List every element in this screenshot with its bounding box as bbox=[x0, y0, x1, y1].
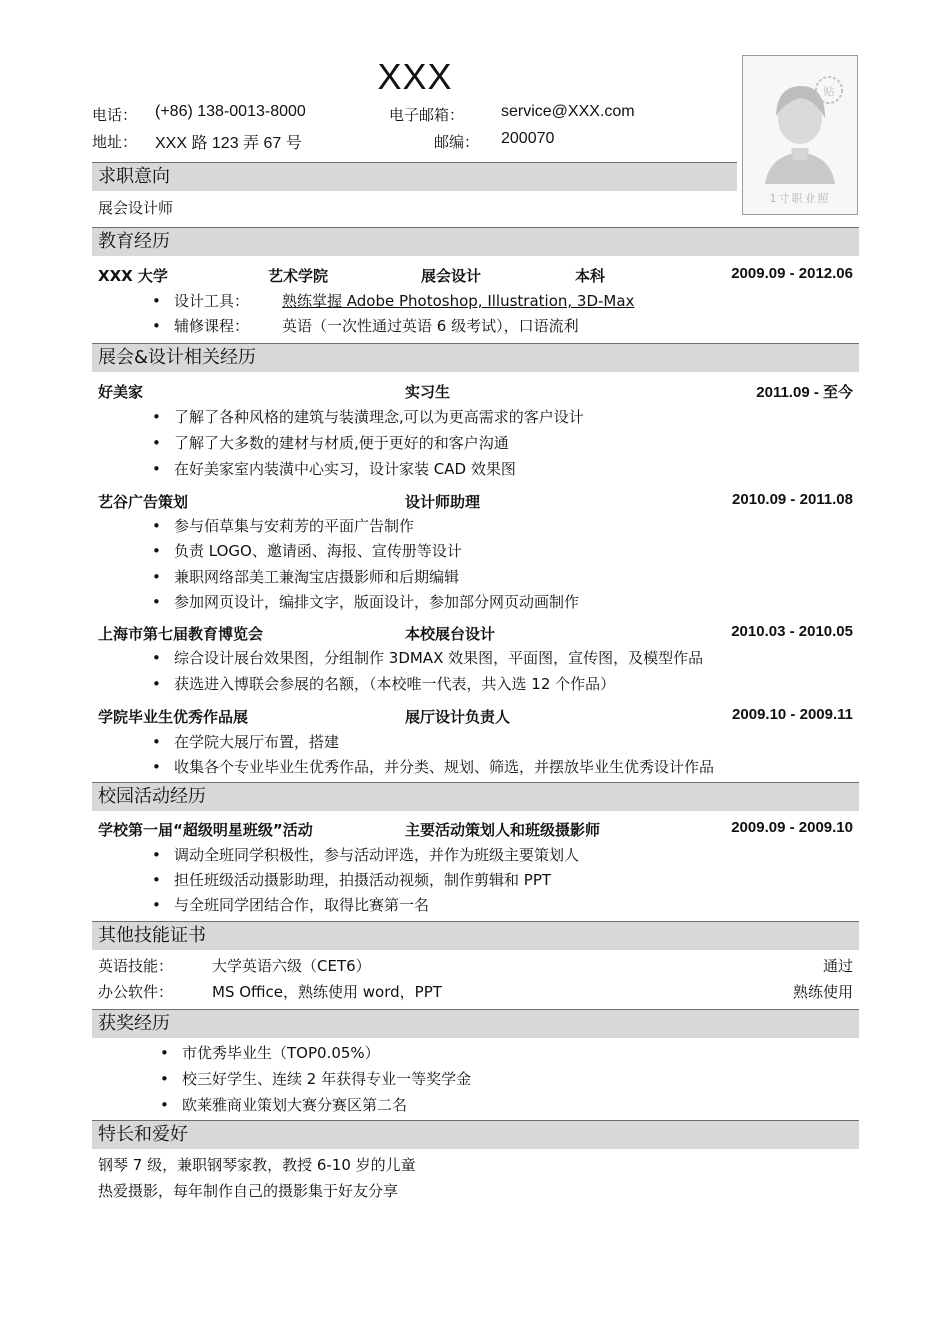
skill-level: 通过 bbox=[822, 957, 853, 975]
address-label: 地址： bbox=[92, 133, 138, 151]
hobby-line: 钢琴 7 级，兼职钢琴家教，教授 6-10 岁的儿童 bbox=[98, 1156, 416, 1174]
section-hobbies-header bbox=[92, 1120, 859, 1149]
job-role: 展厅设计负责人 bbox=[405, 708, 511, 726]
section-title: 其他技能证书 bbox=[98, 925, 206, 946]
bullet-text: 综合设计展台效果图，分组制作 3DMAX 效果图，平面图，宣传图，及模型作品 bbox=[174, 649, 704, 667]
job-dates: 2010.09 - 2011.08 bbox=[732, 491, 853, 508]
job-row bbox=[98, 623, 853, 643]
section-education-header bbox=[92, 227, 859, 256]
college: 艺术学院 bbox=[268, 267, 329, 285]
email-label: 电子邮箱： bbox=[389, 106, 465, 124]
bullet-text: 在好美家室内装潢中心实习，设计家装 CAD 效果图 bbox=[174, 460, 516, 478]
award-bullet: • 校三好学生、连续 2 年获得专业一等奖学金 bbox=[160, 1070, 472, 1088]
campus-bullet: • 担任班级活动摄影助理，拍摄活动视频，制作剪辑和 PPT bbox=[152, 871, 552, 889]
section-title: 获奖经历 bbox=[98, 1013, 170, 1034]
bullet-text: 市优秀毕业生（TOP0.05%） bbox=[182, 1044, 380, 1062]
address-value: XXX 路 123 弄 67 号 bbox=[155, 135, 302, 152]
bullet-text: 收集各个专业毕业生优秀作品，并分类、规划、筛选，并摆放毕业生优秀设计作品 bbox=[174, 758, 715, 776]
job-dates: 2010.03 - 2010.05 bbox=[731, 623, 853, 640]
education-dates: 2009.09 - 2012.06 bbox=[731, 265, 853, 282]
phone-value: (+86) 138-0013-8000 bbox=[155, 103, 306, 120]
section-title: 展会&设计相关经历 bbox=[98, 347, 257, 368]
job-row bbox=[98, 381, 853, 401]
award-bullet: • 市优秀毕业生（TOP0.05%） bbox=[160, 1044, 380, 1062]
section-campus-header bbox=[92, 782, 859, 811]
skill-level: 熟练使用 bbox=[792, 983, 853, 1001]
skill-value: 大学英语六级（CET6） bbox=[212, 957, 371, 975]
section-title: 特长和爱好 bbox=[98, 1124, 188, 1145]
email-value: service@XXX.com bbox=[501, 103, 635, 120]
section-skills-header bbox=[92, 921, 859, 950]
education-bullet: • 设计工具： 熟练掌握 Adobe Photoshop, Illustration, 3D-Max bbox=[152, 292, 635, 310]
job-dates: 2009.10 - 2009.11 bbox=[732, 706, 853, 723]
courses-label: 辅修课程： bbox=[174, 317, 250, 335]
job-bullet: • 了解了各种风格的建筑与装潢理念,可以为更高需求的客户设计 bbox=[152, 408, 584, 426]
phone-label: 电话： bbox=[92, 106, 138, 124]
bullet-text: 调动全班同学积极性，参与活动评选，并作为班级主要策划人 bbox=[174, 846, 580, 864]
school: XXX 大学 bbox=[98, 267, 168, 285]
section-awards-header bbox=[92, 1009, 859, 1038]
bullet-text: 在学院大展厅布置，搭建 bbox=[174, 733, 340, 751]
bullet-text: 校三好学生、连续 2 年获得专业一等奖学金 bbox=[182, 1070, 472, 1088]
skill-value: MS Office，熟练使用 word，PPT bbox=[212, 983, 442, 1001]
skill-label: 办公软件： bbox=[98, 983, 174, 1001]
bullet-text: 与全班同学团结合作，取得比赛第一名 bbox=[174, 896, 430, 914]
job-bullet: • 了解了大多数的建材与材质,便于更好的和客户沟通 bbox=[152, 434, 509, 452]
bullet-text: 了解了各种风格的建筑与装潢理念,可以为更高需求的客户设计 bbox=[174, 408, 584, 426]
svg-text:贴: 贴 bbox=[823, 85, 835, 98]
bullet-text: 兼职网络部美工兼淘宝店摄影师和后期编辑 bbox=[174, 568, 460, 586]
bullet-text: 获选进入博联会参展的名额，（本校唯一代表，共入选 12 个作品） bbox=[174, 675, 616, 693]
job-bullet: • 参与佰草集与安莉芳的平面广告制作 bbox=[152, 517, 415, 535]
candidate-name: XXX bbox=[377, 56, 453, 97]
award-bullet: • 欧莱雅商业策划大赛分赛区第二名 bbox=[160, 1096, 408, 1114]
photo-placeholder bbox=[742, 55, 858, 215]
bullet-text: 参加网页设计，编排文字，版面设计，参加部分网页动画制作 bbox=[174, 593, 580, 611]
section-objective-header bbox=[92, 162, 737, 191]
job-bullet: • 在好美家室内装潢中心实习，设计家装 CAD 效果图 bbox=[152, 460, 516, 478]
education-bullet: • 辅修课程： 英语（一次性通过英语 6 级考试），口语流利 bbox=[152, 317, 579, 335]
campus-role: 主要活动策划人和班级摄影师 bbox=[405, 821, 601, 839]
photo-caption: 1寸职业照 bbox=[769, 192, 831, 205]
bullet-text: 担任班级活动摄影助理，拍摄活动视频，制作剪辑和 PPT bbox=[174, 871, 552, 889]
campus-row bbox=[98, 819, 853, 839]
job-role: 本校展台设计 bbox=[405, 625, 496, 643]
section-title: 求职意向 bbox=[98, 166, 170, 187]
job-role: 实习生 bbox=[405, 383, 451, 401]
job-bullet: • 在学院大展厅布置，搭建 bbox=[152, 733, 340, 751]
bullet-text: 欧莱雅商业策划大赛分赛区第二名 bbox=[182, 1096, 408, 1114]
job-dates: 2011.09 - 至今 bbox=[756, 384, 853, 401]
job-bullet: • 参加网页设计，编排文字，版面设计，参加部分网页动画制作 bbox=[152, 593, 580, 611]
hobby-line: 热爱摄影，每年制作自己的摄影集于好友分享 bbox=[98, 1182, 399, 1200]
job-row bbox=[98, 491, 853, 511]
tools-value: 熟练掌握 Adobe Photoshop, Illustration, 3D-Max bbox=[282, 292, 635, 310]
major: 展会设计 bbox=[421, 267, 482, 285]
job-org: 艺谷广告策划 bbox=[98, 493, 189, 511]
job-org: 学院毕业生优秀作品展 bbox=[98, 708, 249, 726]
campus-bullet: • 调动全班同学积极性，参与活动评选，并作为班级主要策划人 bbox=[152, 846, 580, 864]
section-title: 校园活动经历 bbox=[98, 786, 206, 807]
job-bullet: • 收集各个专业毕业生优秀作品，并分类、规划、筛选，并摆放毕业生优秀设计作品 bbox=[152, 758, 715, 776]
skill-label: 英语技能： bbox=[98, 957, 174, 975]
job-bullet: • 综合设计展台效果图，分组制作 3DMAX 效果图，平面图，宣传图，及模型作品 bbox=[152, 649, 704, 667]
job-bullet: • 获选进入博联会参展的名额，（本校唯一代表，共入选 12 个作品） bbox=[152, 675, 616, 693]
job-role: 设计师助理 bbox=[405, 493, 481, 511]
courses-value: 英语（一次性通过英语 6 级考试），口语流利 bbox=[282, 317, 579, 335]
campus-org: 学校第一届“超级明星班级”活动 bbox=[98, 821, 313, 839]
job-org: 好美家 bbox=[98, 383, 144, 401]
campus-bullet: • 与全班同学团结合作，取得比赛第一名 bbox=[152, 896, 430, 914]
job-org: 上海市第七届教育博览会 bbox=[98, 625, 264, 643]
job-bullet: • 兼职网络部美工兼淘宝店摄影师和后期编辑 bbox=[152, 568, 460, 586]
section-title: 教育经历 bbox=[98, 231, 170, 252]
postcode-label: 邮编： bbox=[434, 133, 480, 151]
degree: 本科 bbox=[575, 267, 606, 285]
bullet-text: 了解了大多数的建材与材质,便于更好的和客户沟通 bbox=[174, 434, 509, 452]
section-experience-header bbox=[92, 343, 859, 372]
job-bullet: • 负责 LOGO、邀请函、海报、宣传册等设计 bbox=[152, 542, 462, 560]
bullet-text: 参与佰草集与安莉芳的平面广告制作 bbox=[174, 517, 415, 535]
education-row bbox=[98, 265, 853, 285]
job-row bbox=[98, 706, 853, 726]
campus-dates: 2009.09 - 2009.10 bbox=[731, 819, 853, 836]
tools-label: 设计工具： bbox=[174, 292, 250, 310]
objective-text: 展会设计师 bbox=[98, 199, 174, 217]
bullet-text: 负责 LOGO、邀请函、海报、宣传册等设计 bbox=[174, 542, 462, 560]
postcode-value: 200070 bbox=[501, 130, 555, 147]
